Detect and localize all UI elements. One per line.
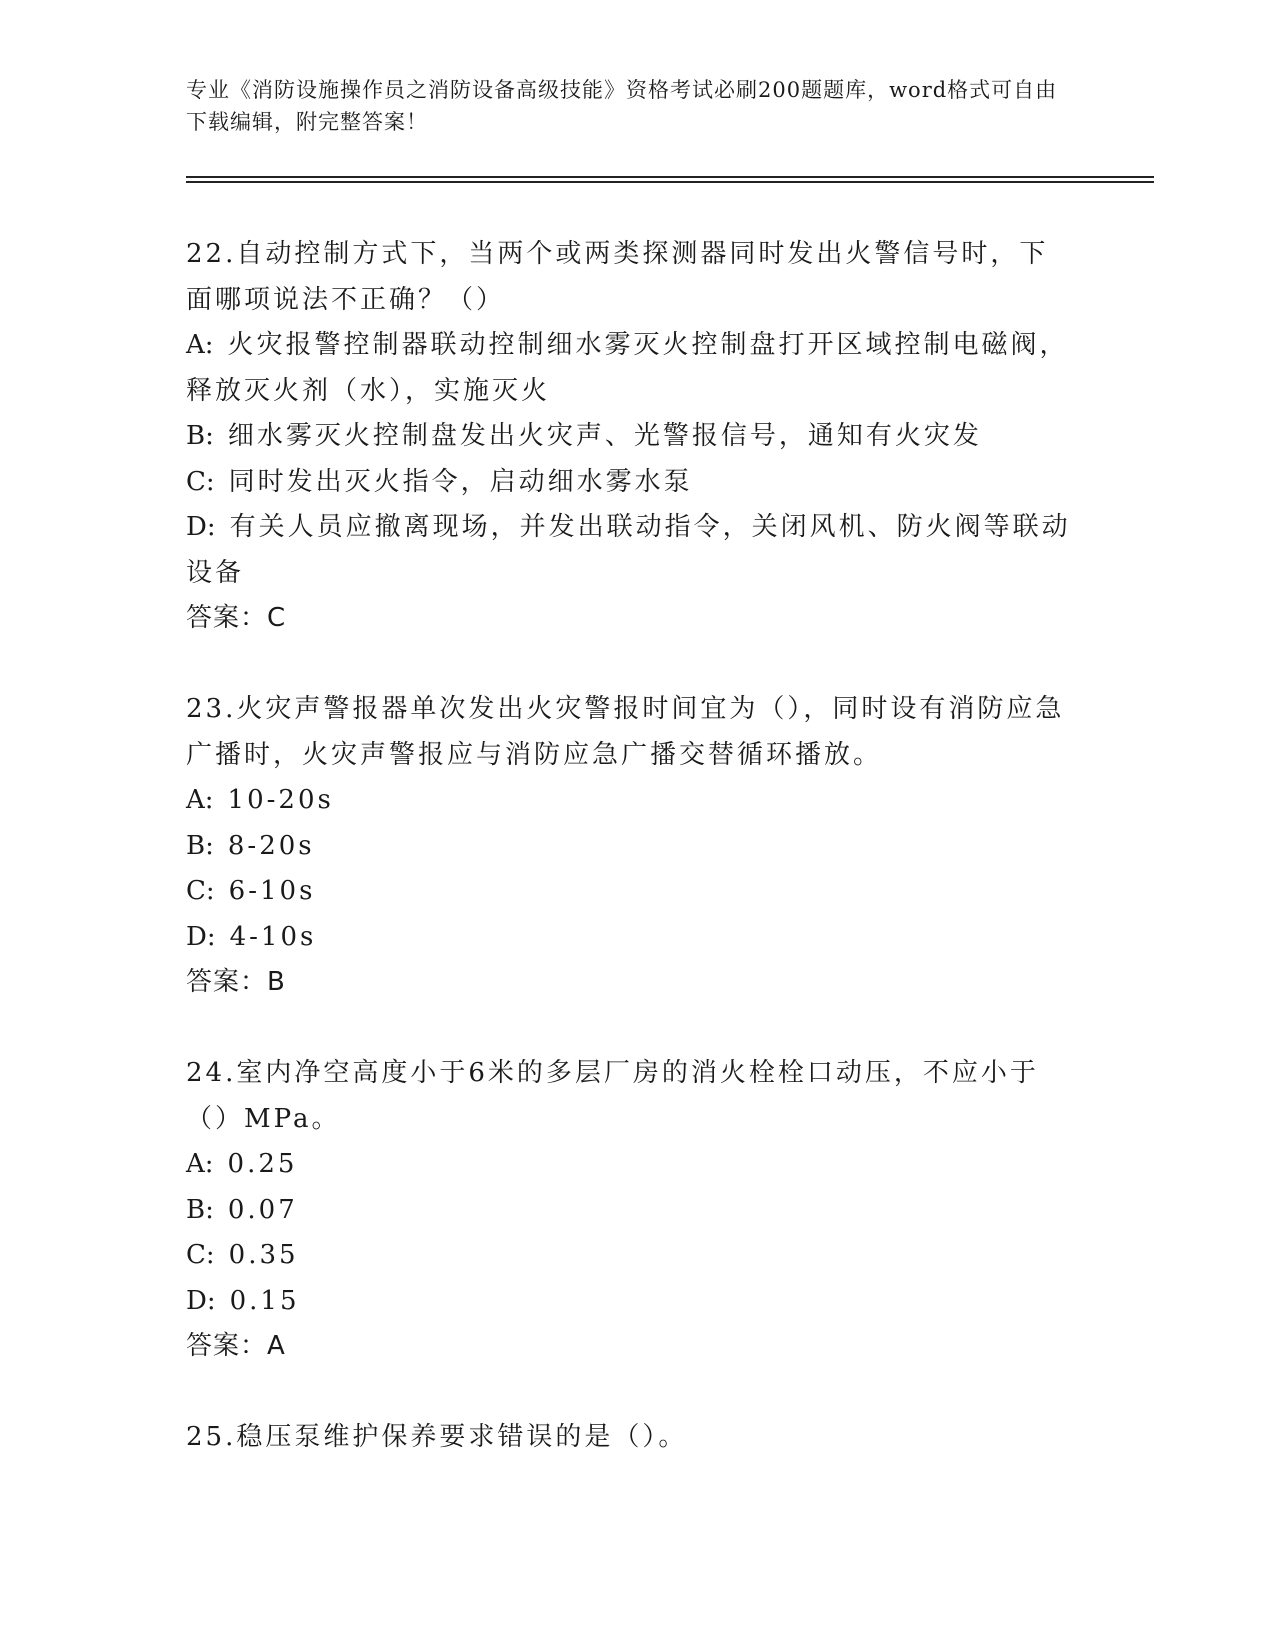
question-text: 22.自动控制方式下，当两个或两类探测器同时发出火警信号时，下面哪项说法不正确？（） xyxy=(186,239,1049,315)
option-label: C: xyxy=(186,1240,215,1270)
header-divider-bottom xyxy=(186,181,1154,183)
spacer xyxy=(186,1006,1076,1052)
question-25 xyxy=(186,1415,1076,1461)
option-label: C: xyxy=(186,466,215,497)
option-a xyxy=(186,1142,1076,1188)
option-a xyxy=(186,323,1076,414)
option-label: A: xyxy=(186,785,214,815)
option-text: 0.07 xyxy=(227,1194,298,1225)
spacer xyxy=(186,1370,1076,1416)
document-header: 专业《消防设施操作员之消防设备高级技能》资格考试必刷200题题库，word格式可自由下载编辑，附完整答案！ xyxy=(186,78,1058,134)
option-text: 有关人员应撤离现场，并发出联动指令，关闭风机、防火阀等联动设备 xyxy=(186,512,1071,588)
header-divider-top xyxy=(186,176,1154,178)
option-text: 10-20s xyxy=(227,785,334,815)
option-d xyxy=(186,1279,1076,1325)
option-a xyxy=(186,778,1076,824)
option-text: 0.25 xyxy=(227,1149,298,1179)
option-label: D: xyxy=(186,512,216,542)
answer-value: B xyxy=(267,967,286,997)
option-c xyxy=(186,460,1076,506)
option-c xyxy=(186,1233,1076,1279)
question-24 xyxy=(186,1051,1076,1370)
option-text: 0.35 xyxy=(228,1240,299,1270)
question-23 xyxy=(186,687,1076,1006)
option-b xyxy=(186,824,1076,870)
answer-line xyxy=(186,596,1076,642)
option-d xyxy=(186,915,1076,961)
option-label: B: xyxy=(186,830,214,861)
answer-line xyxy=(186,960,1076,1006)
option-b xyxy=(186,414,1076,460)
question-text: 24.室内净空高度小于6米的多层厂房的消火栓栓口动压，不应小于（）MPa。 xyxy=(186,1058,1039,1134)
question-22 xyxy=(186,232,1076,642)
answer-label: 答案： xyxy=(186,603,268,633)
spacer xyxy=(186,642,1076,688)
answer-value: C xyxy=(267,603,287,633)
option-text: 4-10s xyxy=(229,921,317,952)
option-label: A: xyxy=(186,330,214,360)
option-text: 0.15 xyxy=(229,1285,300,1316)
option-c xyxy=(186,869,1076,915)
option-text: 8-20s xyxy=(227,830,315,861)
option-text: 细水雾灭火控制盘发出火灾声、光警报信号，通知有火灾发 xyxy=(227,421,982,451)
answer-line xyxy=(186,1324,1076,1370)
option-b xyxy=(186,1188,1076,1234)
option-label: D: xyxy=(186,1285,216,1316)
option-label: B: xyxy=(186,1194,214,1225)
answer-value: A xyxy=(267,1331,286,1361)
question-text: 23.火灾声警报器单次发出火灾警报时间宜为（），同时设有消防应急广播时，火灾声警报应与消防应急广播交替循环播放。 xyxy=(186,694,1065,770)
option-text: 6-10s xyxy=(228,876,316,906)
question-list xyxy=(186,232,1076,1461)
answer-label: 答案： xyxy=(186,1331,268,1361)
option-label: B: xyxy=(186,421,214,451)
question-text: 25.稳压泵维护保养要求错误的是（）。 xyxy=(186,1422,688,1452)
answer-label: 答案： xyxy=(186,967,268,997)
option-label: A: xyxy=(186,1149,214,1179)
option-text: 同时发出灭火指令，启动细水雾水泵 xyxy=(228,466,693,497)
option-label: C: xyxy=(186,876,215,906)
option-label: D: xyxy=(186,921,216,952)
option-d xyxy=(186,505,1076,596)
option-text: 火灾报警控制器联动控制细水雾灭火控制盘打开区域控制电磁阀，释放灭火剂（水），实施灭火 xyxy=(186,330,1069,406)
